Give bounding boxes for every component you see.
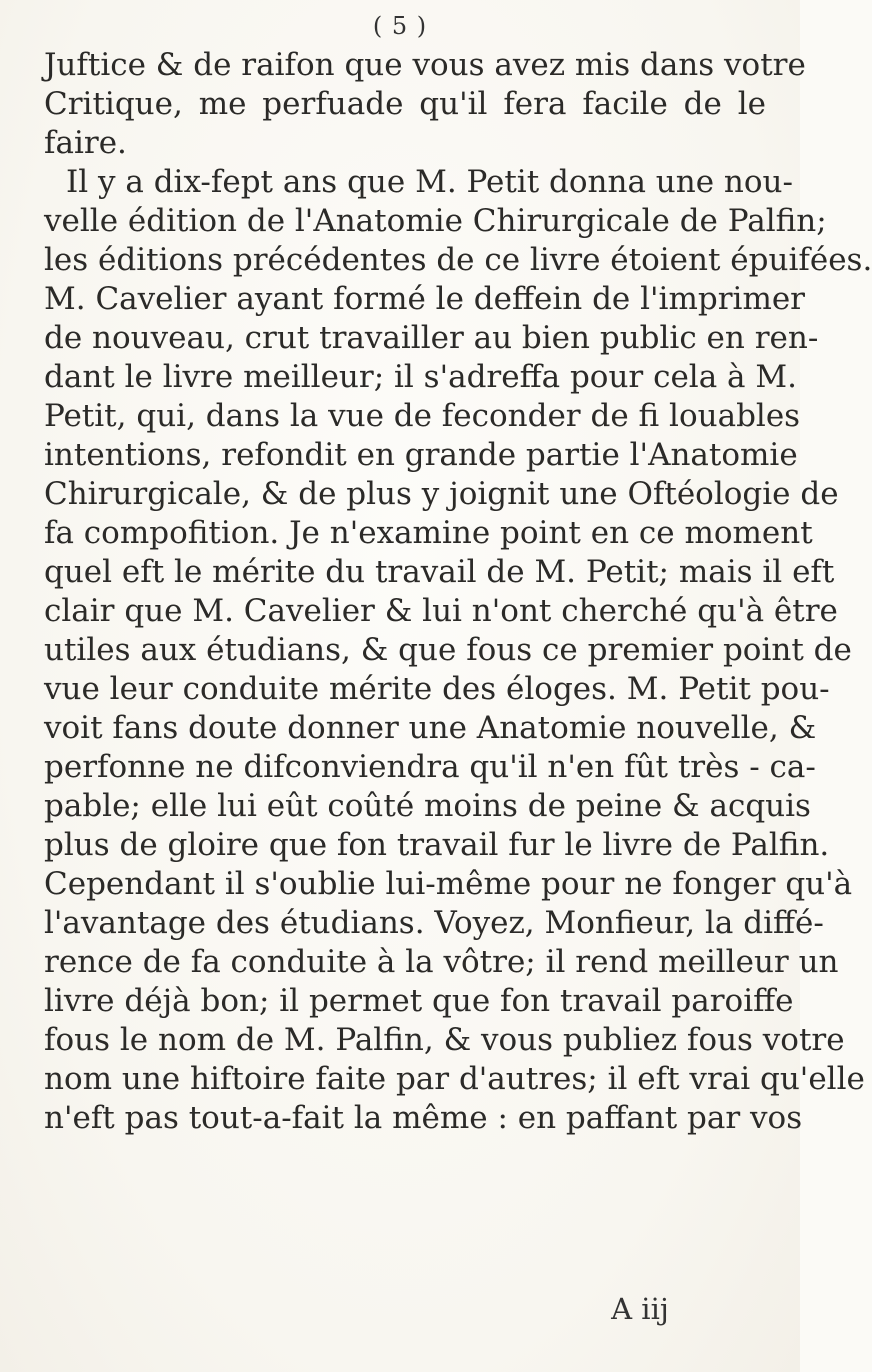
text-line: l'avantage des étudians. Voyez, Monfieur, la diffé- [44, 905, 824, 941]
body-text [44, 46, 872, 1138]
text-line: Il y a dix-fept ans que M. Petit donna une nou- [66, 164, 794, 200]
text-line: nom une hiftoire faite par d'autres; il eft vrai qu'elle [44, 1061, 865, 1097]
text-line: livre déjà bon; il permet que fon travail paroiffe [44, 983, 794, 1019]
text-line: Juftice & de raifon que vous avez mis dans votre [44, 47, 806, 83]
text-line: faire. [44, 125, 127, 161]
text-line: clair que M. Cavelier & lui n'ont cherché qu'à être [44, 593, 838, 629]
text-line: n'eft pas tout-a-fait la même : en paffant par vos [44, 1100, 803, 1136]
text-line: plus de gloire que fon travail fur le livre de Palfin. [44, 827, 830, 863]
text-line: pable; elle lui eût coûté moins de peine & acquis [44, 788, 811, 824]
text-line: dant le livre meilleur; il s'adreffa pour cela à M. [44, 359, 797, 395]
text-line: voit fans doute donner une Anatomie nouvelle, & [44, 710, 817, 746]
text-line: de nouveau, crut travailler au bien public en ren- [44, 320, 819, 356]
text-line: fous le nom de M. Palfin, & vous publiez fous votre [44, 1022, 845, 1058]
text-line: quel eft le mérite du travail de M. Petit; mais il eft [44, 554, 835, 590]
signature-text: A iij [611, 1292, 669, 1326]
text-line: rence de fa conduite à la vôtre; il rend meilleur un [44, 944, 839, 980]
text-line: fa compofition. Je n'examine point en ce moment [44, 515, 813, 551]
text-line: Chirurgicale, & de plus y joignit une Oftéologie de [44, 476, 839, 512]
text-line: intentions, refondit en grande partie l'Anatomie [44, 437, 798, 473]
text-line: perfonne ne difconviendra qu'il n'en fût très - ca- [44, 749, 816, 785]
text-line: Cependant il s'oublie lui-même pour ne fonger qu'à [44, 866, 853, 902]
text-line: Critique, me perfuade qu'il fera facile de le [44, 86, 766, 122]
page-header: ( 5 ) [372, 12, 428, 40]
text-line: utiles aux étudians, & que fous ce premier point de [44, 632, 852, 668]
signature-mark [0, 1292, 800, 1326]
text-line: Petit, qui, dans la vue de feconder de fi louables [44, 398, 801, 434]
text-line: les éditions précédentes de ce livre étoient épuifées. [44, 242, 872, 278]
text-line: M. Cavelier ayant formé le deffein de l'imprimer [44, 281, 805, 317]
text-line: vue leur conduite mérite des éloges. M. Petit pou- [44, 671, 830, 707]
text-line: velle édition de l'Anatomie Chirurgicale de Palfin; [44, 203, 827, 239]
